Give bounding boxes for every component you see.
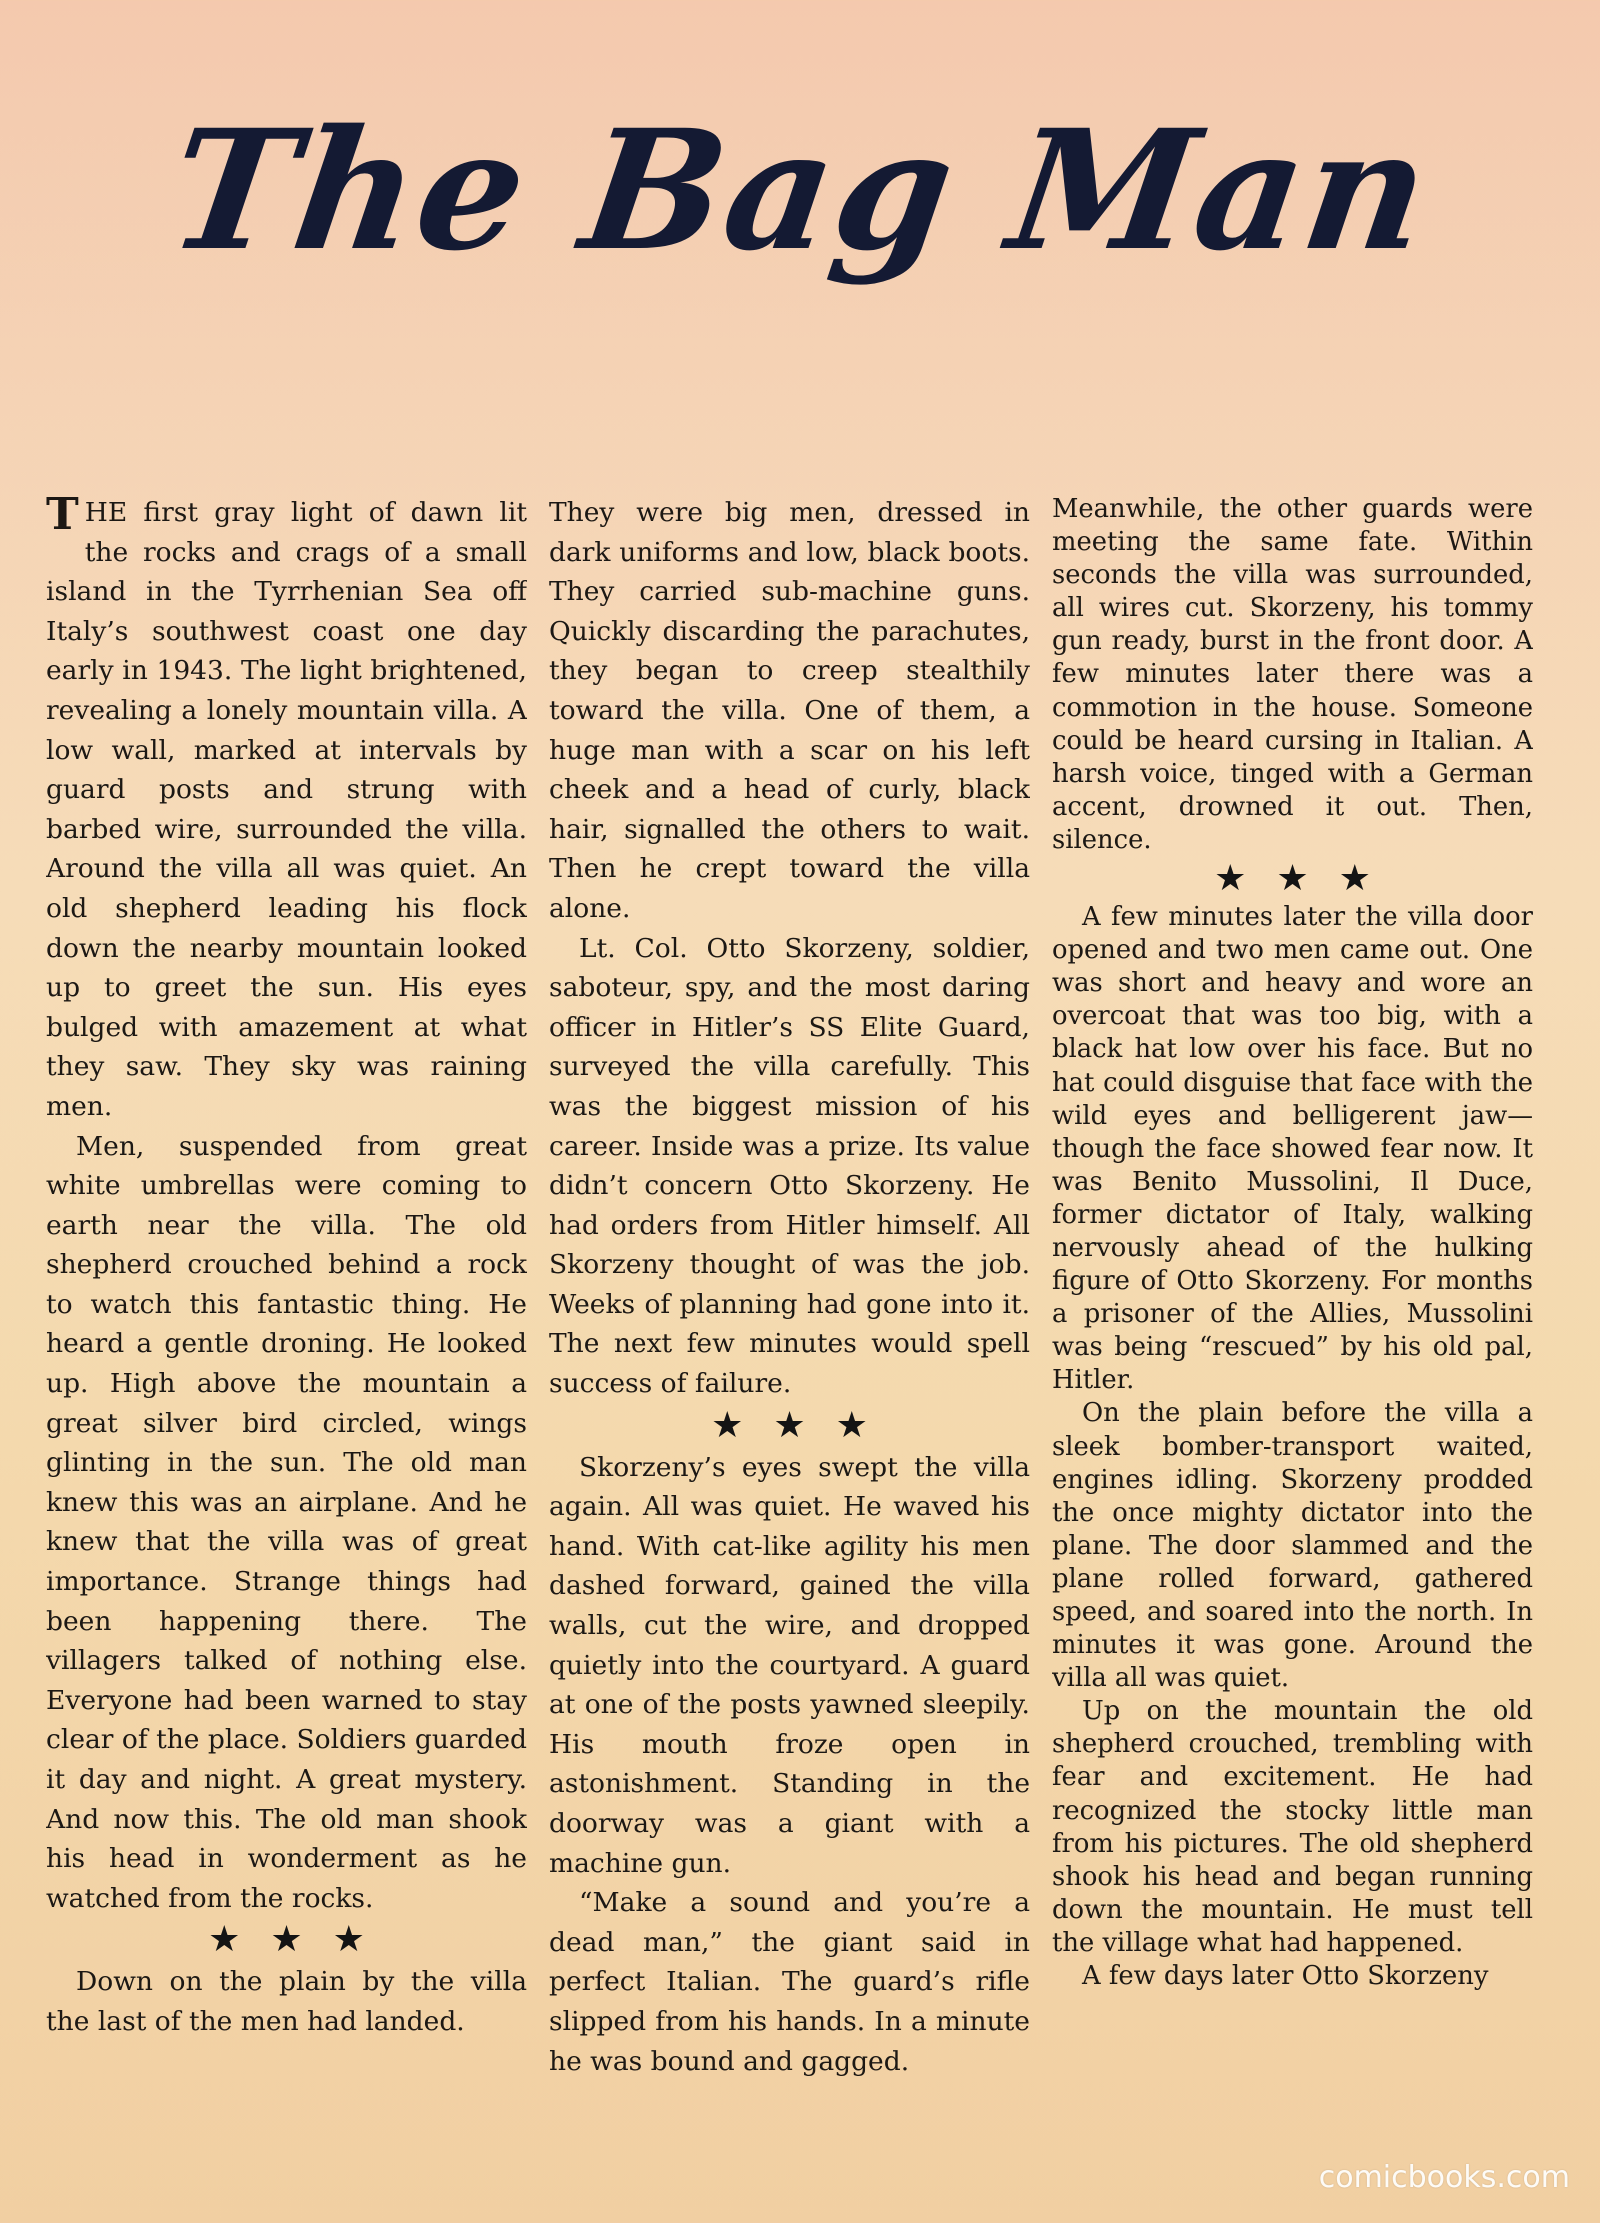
paragraph: A few minutes later the villa door opened and two men came out. One was short and heavy and wore an overcoat that was too big, with a black hat low over his face. But no hat could disguise that face with the wild eyes and belligerent jaw—though the face showed fear now. It was Benito Mussolini, Il Duce, former dictator of Italy, walking nervously ahead of the hulking figure of Otto Skorzeny. For months a prisoner of the Allies, Mussolini was being “rescued” by his old pal, Hitler. — [1052, 902, 1533, 1396]
paragraph: They were big men, dressed in dark uniforms and low, black boots. They carried sub-machine guns. Quickly discarding the parachutes, they began to creep stealthily toward the villa. One of them, a huge man with a scar on his left cheek and a head of curly, black hair, signalled the others to wait. Then he crept toward the villa alone. — [549, 497, 1030, 924]
paragraph: On the plain before the villa a sleek bomber-transport waited, engines idling. Skorzeny prodded the once mighty dictator into the plane. The door slammed and the plane rolled forward, gathered speed, and soared into the north. In minutes it was gone. Around the villa all was quiet. — [1052, 1398, 1533, 1694]
article-columns — [46, 493, 1534, 2133]
section-break-stars: ★★★ — [711, 1404, 898, 1446]
column-3 — [1052, 493, 1533, 2133]
section-break-stars: ★★★ — [208, 1919, 395, 1961]
drop-cap: T — [46, 493, 79, 540]
paragraph: “Make a sound and you’re a dead man,” the giant said in perfect Italian. The guard’s rifle slipped from his hands. In a minute he was bound and gagged. — [549, 1887, 1030, 2077]
paragraph: Meanwhile, the other guards were meeting the same fate. Within seconds the villa was surrounded, all wires cut. Skorzeny, his tommy gun ready, burst in the front door. A few minutes later there was a commotion in the house. Someone could be heard cursing in Italian. A harsh voice, tinged with a German accent, drowned it out. Then, silence. — [1052, 494, 1533, 855]
paragraph: A few days later Otto Skorzeny — [1082, 1961, 1489, 1992]
paragraph: THE first gray light of dawn lit the rocks and crags of a small island in the Tyrrhenian Sea off Italy’s southwest coast one day early in 1943. The light brightened, revealing a lonely mountain villa. A low wall, marked at intervals by guard posts and strung with barbed wire, surrounded the villa. Around the villa all was quiet. An old shepherd leading his flock down the nearby mountain looked up to greet the sun. His eyes bulged with amazement at what they saw. They sky was raining men. — [46, 493, 527, 1122]
paragraph: Skorzeny’s eyes swept the villa again. All was quiet. He waved his hand. With cat-like agility his men dashed forward, gained the villa walls, cut the wire, and dropped quietly into the courtyard. A guard at one of the posts yawned sleepily. His mouth froze open in astonishment. Standing in the doorway was a giant with a machine gun. — [549, 1451, 1030, 1879]
watermark: comicbooks.com — [1318, 2160, 1570, 2195]
paragraph: Lt. Col. Otto Skorzeny, soldier, saboteur, spy, and the most daring officer in Hitler’s SS Elite Guard, surveyed the villa carefully. This was the biggest mission of his career. Inside was a prize. Its value didn’t concern Otto Skorzeny. He had orders from Hitler himself. All Skorzeny thought of was the job. Weeks of planning had gone into it. The next few minutes would spell success of failure. — [549, 932, 1030, 1400]
paragraph: Up on the mountain the old shepherd crouched, trembling with fear and excitement. He had recognized the stocky little man from his pictures. The old shepherd shook his head and began running down the mountain. He must tell the village what had happened. — [1052, 1696, 1533, 1958]
paragraph: Down on the plain by the villa the last of the men had landed. — [46, 1966, 527, 2037]
column-2 — [549, 493, 1030, 2133]
column-1 — [46, 493, 527, 2133]
paragraph: Men, suspended from great white umbrellas were coming to earth near the villa. The old shepherd crouched behind a rock to watch this fantastic thing. He heard a gentle droning. He looked up. High above the mountain a great silver bird circled, wings glinting in the sun. The old man knew this was an airplane. And he knew that the villa was of great importance. Strange things had been happening there. The villagers talked of nothing else. Everyone had been warned to stay clear of the place. Soldiers guarded it day and night. A great mystery. And now this. The old man shook his head in wonderment as he watched from the rocks. — [46, 1130, 527, 1914]
section-break-stars: ★★★ — [1214, 858, 1401, 900]
story-title: The Bag Man — [158, 93, 1442, 287]
